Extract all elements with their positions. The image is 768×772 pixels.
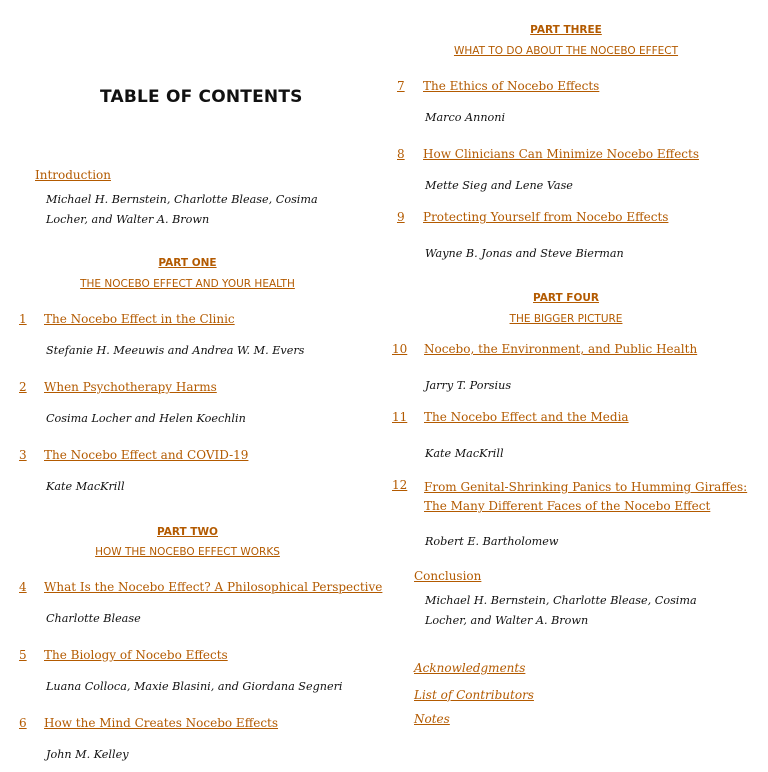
chapter-title-4[interactable]: What Is the Nocebo Effect? A Philosophical Perspective (44, 580, 383, 594)
chapter-number-4[interactable]: 4 (19, 580, 27, 594)
chapter-number-12[interactable]: 12 (392, 478, 408, 492)
chapter-title-10[interactable]: Nocebo, the Environment, and Public Health (424, 342, 698, 356)
conclusion-authors: Michael H. Bernstein, Charlotte Blease, Cosima Locher, and Walter A. Brown (425, 594, 697, 627)
chapter-number-11[interactable]: 11 (392, 410, 408, 424)
chapter-title-2[interactable]: When Psychotherapy Harms (44, 380, 217, 394)
chapter-authors-5: Luana Colloca, Maxie Blasini, and Giordana Segneri (46, 680, 343, 693)
toc-link-introduction[interactable]: Introduction (35, 168, 111, 182)
part-three-subtitle[interactable]: WHAT TO DO ABOUT THE NOCEBO EFFECT (453, 45, 679, 57)
chapter-authors-11: Kate MacKrill (425, 447, 504, 460)
part-two-label[interactable]: PART TWO (157, 526, 218, 538)
chapter-authors-2: Cosima Locher and Helen Koechlin (46, 412, 246, 425)
chapter-title-12[interactable]: From Genital-Shrinking Panics to Humming Giraffes: The Many Different Faces of the Nocebo Effect (424, 480, 748, 513)
chapter-number-1[interactable]: 1 (19, 312, 27, 326)
chapter-authors-12: Robert E. Bartholomew (425, 535, 559, 548)
chapter-number-10[interactable]: 10 (392, 342, 408, 356)
chapter-title-6[interactable]: How the Mind Creates Nocebo Effects (44, 716, 279, 730)
chapter-authors-10: Jarry T. Porsius (425, 379, 512, 392)
part-one-subtitle[interactable]: THE NOCEBO EFFECT AND YOUR HEALTH (80, 278, 295, 290)
chapter-authors-7: Marco Annoni (425, 111, 506, 124)
chapter-number-9[interactable]: 9 (397, 210, 405, 224)
part-three-label[interactable]: PART THREE (530, 24, 602, 36)
toc-title: TABLE OF CONTENTS (100, 87, 303, 107)
chapter-number-7[interactable]: 7 (397, 79, 405, 93)
chapter-title-7[interactable]: The Ethics of Nocebo Effects (423, 79, 600, 93)
toc-link-acknowledgments[interactable]: Acknowledgments (414, 661, 526, 675)
part-four-label[interactable]: PART FOUR (533, 292, 599, 304)
part-one-label[interactable]: PART ONE (158, 257, 217, 269)
chapter-number-6[interactable]: 6 (19, 716, 27, 730)
chapter-authors-3: Kate MacKrill (46, 480, 125, 493)
chapter-title-8[interactable]: How Clinicians Can Minimize Nocebo Effects (423, 147, 699, 161)
chapter-number-2[interactable]: 2 (19, 380, 27, 394)
part-four-subtitle[interactable]: THE BIGGER PICTURE (509, 313, 623, 325)
chapter-authors-4: Charlotte Blease (46, 612, 141, 625)
chapter-number-8[interactable]: 8 (397, 147, 405, 161)
toc-link-notes[interactable]: Notes (414, 712, 450, 726)
chapter-title-3[interactable]: The Nocebo Effect and COVID-19 (44, 448, 249, 462)
chapter-authors-1: Stefanie H. Meeuwis and Andrea W. M. Evers (46, 344, 305, 357)
chapter-title-9[interactable]: Protecting Yourself from Nocebo Effects (423, 210, 669, 224)
toc-link-conclusion[interactable]: Conclusion (414, 569, 482, 583)
chapter-title-11[interactable]: The Nocebo Effect and the Media (424, 410, 629, 424)
chapter-authors-8: Mette Sieg and Lene Vase (425, 179, 573, 192)
intro-authors: Michael H. Bernstein, Charlotte Blease, Cosima Locher, and Walter A. Brown (46, 193, 318, 226)
chapter-authors-9: Wayne B. Jonas and Steve Bierman (425, 247, 624, 260)
part-two-subtitle[interactable]: HOW THE NOCEBO EFFECT WORKS (95, 546, 280, 558)
chapter-number-5[interactable]: 5 (19, 648, 27, 662)
chapter-title-5[interactable]: The Biology of Nocebo Effects (44, 648, 228, 662)
chapter-title-1[interactable]: The Nocebo Effect in the Clinic (44, 312, 235, 326)
toc-link-list-of-contributors[interactable]: List of Contributors (414, 688, 534, 702)
chapter-authors-6: John M. Kelley (46, 748, 129, 761)
chapter-number-3[interactable]: 3 (19, 448, 27, 462)
